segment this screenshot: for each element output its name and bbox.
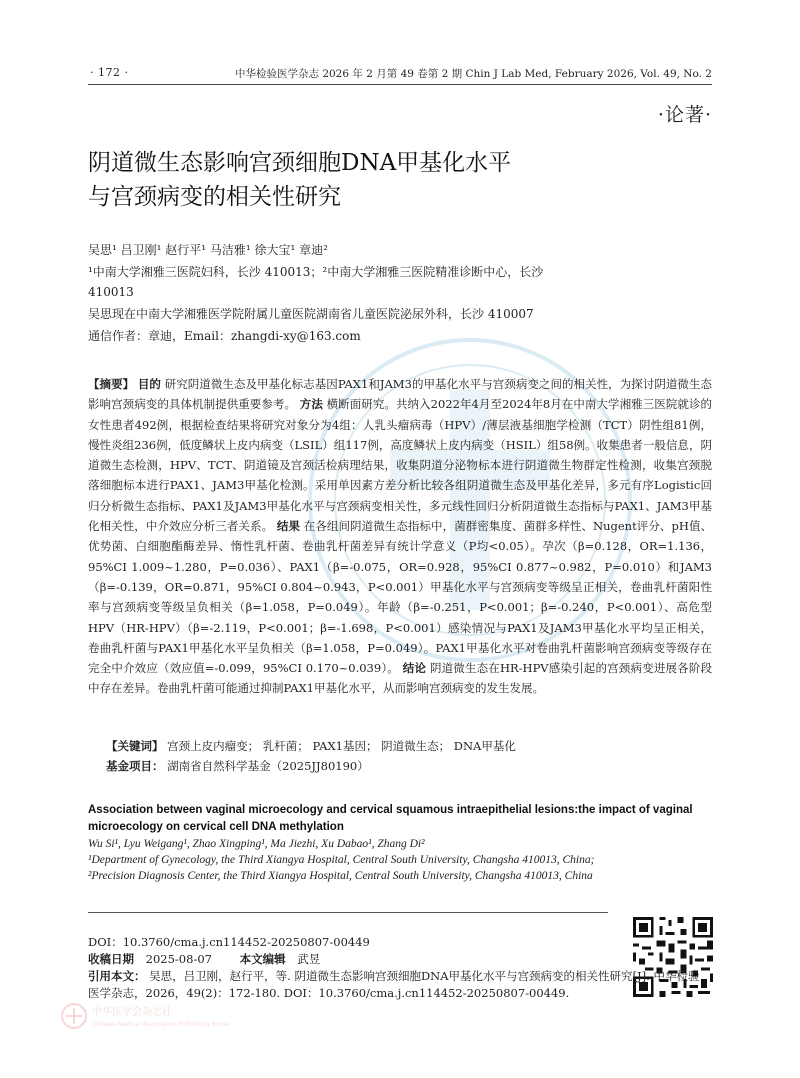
funding-label: 基金项目： (106, 759, 164, 773)
affiliations (88, 262, 708, 302)
english-title: Association between vaginal microecology and cervical squamous intraepithelial lesions:the impact of vaginal microecology on cervical cell DNA methylation (88, 804, 693, 833)
methods-label: 方法 (299, 397, 323, 412)
keywords-label: 【关键词】 (106, 739, 164, 753)
chinese-abstract (88, 374, 712, 699)
keywords (88, 736, 712, 756)
cite-text: 吴思，吕卫刚，赵行平，等. 阴道微生态影响宫颈细胞DNA甲基化水平与宫颈病变的相关性研究[J]. 中华检验医学杂志，2026，49(2)：172-180. DOI：10.3760/cma.j.cn114452-20250807-00449. (88, 969, 700, 1000)
cite-label: 引用本文： (88, 969, 146, 983)
results-text: 在各组间阴道微生态指标中，菌群密集度、菌群多样性、Nugent评分、pH值、优势菌、白细胞酯酶差异、惰性乳杆菌、卷曲乳杆菌差异有统计学意义（P均<0.05）。孕次（β=0.128，OR=1.136，95%CI 1.009~1.280，P=0.036）、PAX1（β=-0.075，OR=0.928，95%CI 0.877~0.982，P=0.010）和JAM3（β=-0.139，OR=0.871，95%CI 0.804~0.943，P<0.001）甲基化水平与宫颈病变等级呈正相关，卷曲乳杆菌阳性率与宫颈病变等级呈负相关（β=1.058，P=0.049）。年龄（β=-0.251，P<0.001；β=-0.240，P<0.001）、高危型HPV（HR-HPV）（β=-2.119，P<0.001；β=-1.698，P<0.001）感染情况与PAX1及JAM3甲基化水平均呈正相关，卷曲乳杆菌与PAX1甲基化水平呈负相关（β=1.058，P=0.049）。PAX1甲基化水平对卷曲乳杆菌影响宫颈病变等级存在完全中介效应（效应值=-0.099，95%CI 0.170~0.039）。 (88, 519, 713, 676)
objective-label: 目的 (137, 377, 161, 391)
title-line-2: 与宫颈病变的相关性研究 (88, 184, 341, 210)
conclusion-text: 阴道微生态在HR-HPV感染引起的宫颈病变进展各阶段中存在差异。卷曲乳杆菌可能通过抑制PAX1甲基化水平，从而影响宫颈病变的发生发展。 (88, 661, 712, 696)
doi[interactable]: DOI：10.3760/cma.j.cn114452-20250807-00449 (88, 935, 370, 949)
editor-label: 本文编辑 (239, 952, 286, 966)
footer-rule (88, 912, 608, 913)
article-title (88, 146, 688, 214)
affiliation-line-2: 410013 (88, 285, 134, 299)
conclusion-label: 结论 (402, 661, 427, 676)
correspondence: 通信作者：章迪，Email：zhangdi-xy@163.com (88, 329, 361, 343)
received-editor (88, 951, 712, 968)
svg-text:Chinese Medical Association Pu: Chinese Medical Association Publishing House (92, 1021, 231, 1028)
english-affiliation: ¹Department of Gynecology, the Third Xiangya Hospital, Central South University, Changsha 410013, China; ²Precision Diagnosis Center, the Third Xiangya Hospital, Central South University, Changsha 410013, China (88, 854, 595, 882)
funding-text: 湖南省自然科学基金（2025JJ80190） (167, 759, 369, 773)
author-list: 吴思¹ 吕卫刚¹ 赵行平¹ 马洁雅¹ 徐大宝¹ 章迪² (88, 243, 328, 257)
objective-text: 研究阴道微生态及甲基化标志基因PAX1和JAM3的甲基化水平与宫颈病变之间的相关性，为探讨阴道微生态影响宫颈病变的具体机制提供重要参考。 (88, 377, 713, 412)
column-label: ·论著· (657, 104, 712, 126)
affiliation-line-1: ¹中南大学湘雅三医院妇科，长沙 410013；²中南大学湘雅三医院精准诊断中心，长沙 (88, 265, 544, 279)
editor-name: 武昱 (297, 952, 321, 966)
title-line-1: 阴道微生态影响宫颈细胞DNA甲基化水平 (88, 150, 512, 176)
received-date: 2025-08-07 (145, 952, 212, 966)
funding (88, 756, 712, 776)
running-header: 中华检验医学杂志 2026 年 2 月第 49 卷第 2 期 Chin J Lab Med, February 2026, Vol. 49, No. 2 (234, 68, 712, 80)
citation (88, 968, 708, 1002)
english-authors: Wu Si¹, Lyu Weigang¹, Zhao Xingping¹, Ma Jiezhi, Xu Dabao¹, Zhang Di² (88, 838, 425, 850)
publisher-logo (60, 1002, 320, 1030)
current-address: 吴思现在中南大学湘雅医学院附属儿童医院湖南省儿童医院泌尿外科，长沙 410007 (88, 307, 534, 321)
methods-text: 横断面研究。共纳入2022年4月至2024年8月在中南大学湘雅三医院就诊的女性患者492例，根据检查结果将研究对象分为4组：人乳头瘤病毒（HPV）/薄层液基细胞学检测（TCT）阴性组81例，慢性炎组236例，低度鳞状上皮内病变（LSIL）组117例，高度鳞状上皮内病变（HSIL）组58例。收集患者一般信息，阴道微生态检测，HPV、TCT、阴道镜及宫颈活检病理结果，收集阴道分泌物标本进行阴道微生物群定性检测，收集宫颈脱落细胞标本进行PAX1、JAM3甲基化检测。采用单因素方差分析比较各组阴道微生态及甲基化差异，多元有序Logistic回归分析微生态指标、PAX1及JAM3甲基化水平与宫颈病变相关性，多元线性回归分析阴道微生态指标与PAX1、JAM3甲基化相关性，中介效应分析三者关系。 (88, 397, 713, 534)
svg-text:中华医学会杂志社: 中华医学会杂志社 (92, 1007, 172, 1018)
header-rule (88, 84, 712, 85)
results-label: 结果 (276, 519, 301, 534)
received-label: 收稿日期 (88, 952, 134, 966)
keywords-items: 宫颈上皮内瘤变； 乳杆菌； PAX1基因； 阴道微生态； DNA甲基化 (167, 739, 516, 753)
abstract-heading: 【摘要】 (88, 377, 135, 391)
page-number: · 172 · (90, 66, 129, 79)
